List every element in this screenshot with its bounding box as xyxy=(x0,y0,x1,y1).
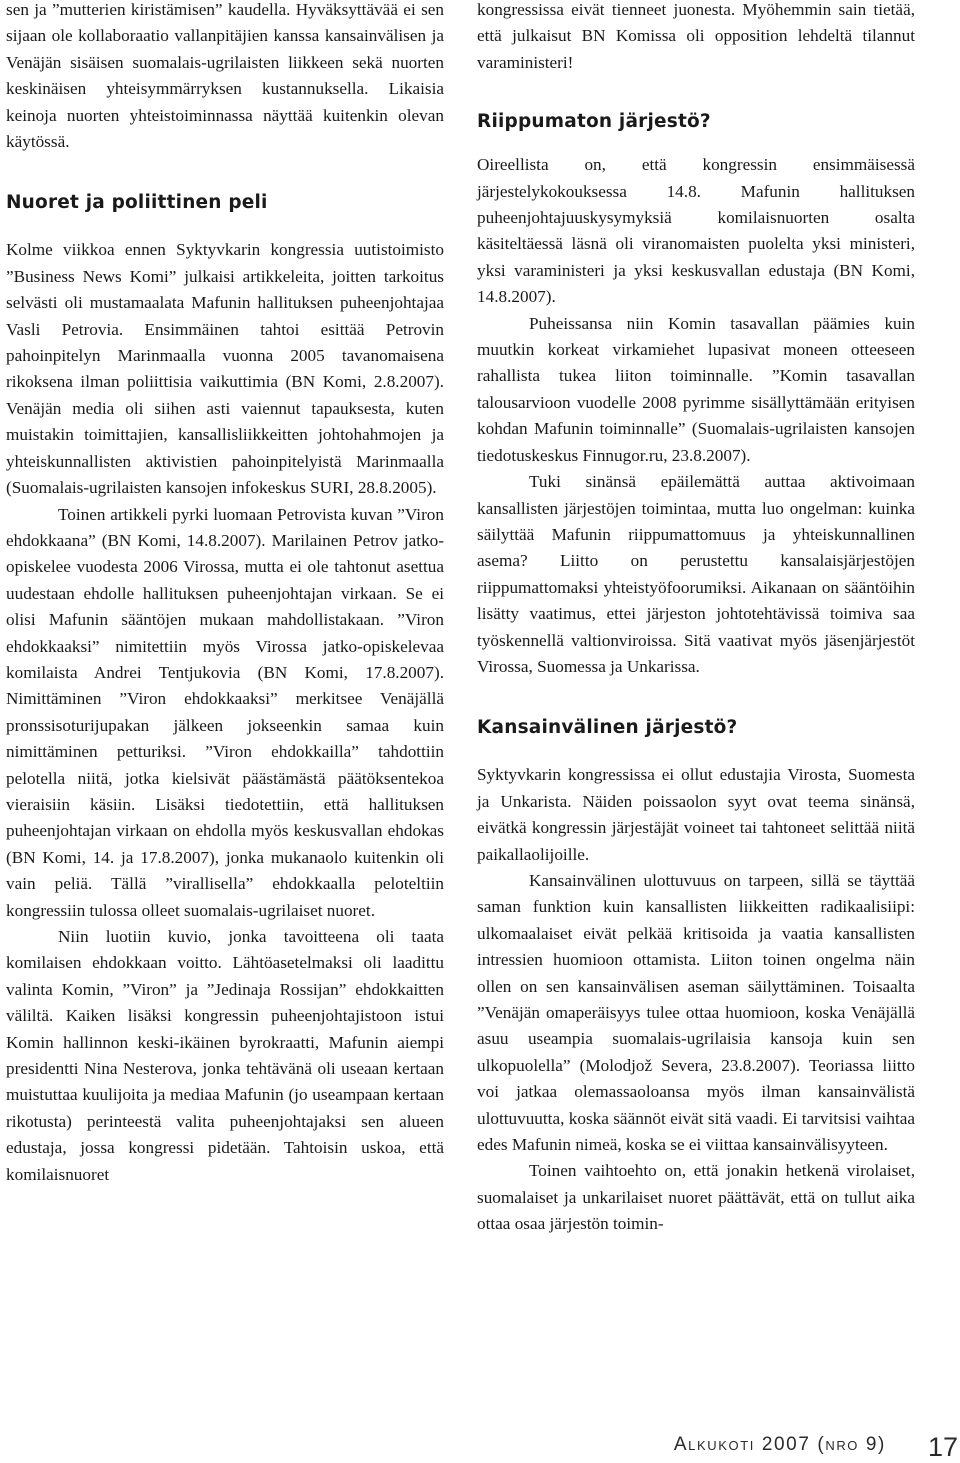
publication-label: Alkukoti 2007 (nro 9) xyxy=(673,1434,886,1455)
page-footer xyxy=(0,1432,960,1462)
paragraph: Tuki sinänsä epäilemättä auttaa aktivoimaan kansallisten järjestöjen toimintaa, mutta luo ongelman: kuinka säilyttää Mafunin riippumattomuus ja yhteiskunnallinen asema? Liitto on perustettu kansalaisjärjestöjen riippumattomaksi yhteistyöfoorumiksi. Aikanaan on sääntöihin lisätty vaatimus, ettei järjeston johtotehtävissä toimiva saa työskennellä valtionviroissa. Sitä vaativat myös jäsenjärjestöt Virossa, Suomessa ja Unkarissa. xyxy=(477,472,915,676)
section-heading: Nuoret ja poliittinen peli xyxy=(6,192,268,214)
paragraph: Oireellista on, että kongressin ensimmäisessä järjestelykokouksessa 14.8. Mafunin hallituksen puheenjohtajuuskysymyksiä komilaisnuorten osalta käsiteltäessä läsnä oli viranomaisten puolelta yksi ministeri, yksi varaministeri ja yksi keskusvallan edustaja (BN Komi, 14.8.2007). xyxy=(477,155,915,307)
left-column xyxy=(6,0,444,1188)
paragraph: Toinen vaihtoehto on, että jonakin hetkenä virolaiset, suomalaiset ja unkarilaiset nuoret päättävät, että on tullut aika ottaa osaa järjestön toimin- xyxy=(477,1161,915,1234)
paragraph: Niin luotiin kuvio, jonka tavoitteena oli taata komilaisen ehdokkaan voitto. Lähtöasetelmaksi oli laadittu valinta Komin, ”Viron” ja ”Jedinaja Rossijan” ehdokkaitten väliltä. Kaiken lisäksi kongressin puheenjohtajistoon istui Komin hallinnon keski-ikäinen byrokraatti, Mafunin aiempi presidentti Nina Nesterova, jonka tehtävänä oli useaan kertaan muistuttaa kuulijoita ja mediaa Mafunin (jo useampaan kertaan rikotusta) perinteestä valita puheenjohtajaksi sen alueen edustaja, jossa kongressi pidetään. Tahtoisin uskoa, että komilaisnuoret xyxy=(6,927,444,1184)
paragraph: Toinen artikkeli pyrki luomaan Petrovista kuvan ”Viron ehdokkaana” (BN Komi, 14.8.2007). Marilainen Petrov jatko-opiskelee vuodesta 2006 Virossa, mutta ei ole tahtonut asettua uudestaan ehdolle hallituksen puheenjohtajan virkaan. Se ei olisi Mafunin sääntöjen mukaan mahdollistakaan. ”Viron ehdokkaaksi” nimitettiin myös Virossa jatko-opiskelevaa komilaista Andrei Tentjukovia (BN Komi, 17.8.2007). Nimittäminen ”Viron ehdokkaaksi” merkitsee Venäjällä pronssisoturijupakan jälkeen jokseenkin samaa kuin nimittäminen petturiksi. ”Viron ehdokkailla” tahdottiin pelotella niitä, jotka kielsivät päästämästä päätöksentekoa vieraisiin käsiin. Lisäksi tiedotettiin, että hallituksen puheenjohtajan virkaan on ehdolla myös keskusvallan ehdokas (BN Komi, 14. ja 17.8.2007), jonka mukanaolo kuitenkin oli vain peliä. Tällä ”virallisella” ehdokkaalla peloteltiin kongressiin tulossa olleet suomalais-ugrilaiset nuoret. xyxy=(6,504,444,920)
section-heading: Kansainvälinen järjestö? xyxy=(477,717,738,739)
paragraph: Kolme viikkoa ennen Syktyvkarin kongressia uutistoimisto ”Business News Komi” julkaisi artikkeleita, joitten tarkoitus selvästi oli mustamaalata Mafunin hallituksen puheenjohtajaa Vasli Petrovia. Ensimmäinen tahtoi esittää Petrovin pahoinpitelyn Marinmaalla vuonna 2005 tavanomaisena rikoksena ilman poliittisia vaikuttimia (BN Komi, 2.8.2007). Venäjän media oli siihen asti vaiennut tapauksesta, kuten muistakin toimittajien, kansallisliikkeitten johtohahmojen ja yhteiskunnallisten aktivistien pahoinpitelyistä Marinmaalla (Suomalais-ugrilaisten kansojen infokeskus SURI, 28.8.2005). xyxy=(6,240,444,498)
paragraph: sen ja ”mutterien kiristämisen” kaudella. Hyväksyttävää ei sen sijaan ole kollaboraatio vallanpitäjien kanssa kansainvälisen ja Venäjän sisäisen suomalais-ugrilaisten liikkeen sekä nuorten keskinäisen yhteisymmärryksen kustannuksella. Likaisia keinoja nuorten yhteistoiminnassa näyttää kuitenkin olevan käytössä. xyxy=(6,0,444,152)
section-heading: Riippumaton järjestö? xyxy=(477,111,711,133)
page-number: 17 xyxy=(927,1432,958,1462)
paragraph: kongressissa eivät tienneet juonesta. Myöhemmin sain tietää, että julkaisut BN Komissa oli opposition lehdeltä tilannut varaministeri! xyxy=(477,0,915,72)
paragraph: Syktyvkarin kongressissa ei ollut edustajia Virosta, Suomesta ja Unkarista. Näiden poissaolon syyt ovat teema sinänsä, eivätkä kongressin järjestäjät voineet tai tahtoneet selittää niitä paikallaolijoille. xyxy=(477,765,915,864)
paragraph: Puheissansa niin Komin tasavallan päämies kuin muutkin korkeat virkamiehet lupasivat moneen otteeseen rahallista tukea liiton toiminnalle. ”Komin tasavallan talousarvioon vuodelle 2008 pyrimme sisällyttämään erityisen kohdan Mafunin toiminnalle” (Suomalais-ugrilaisten kansojen tiedotuskeskus Finnugor.ru, 23.8.2007). xyxy=(477,313,915,465)
paragraph: Kansainvälinen ulottuvuus on tarpeen, sillä se täyttää saman funktion kuin kansallisten liikkeitten radikaalisiipi: ulkomaalaiset eivät pelkää kritisoida ja vaatia kansallisten intressien huomioon ottamista. Liiton toinen ongelma näin ollen on sen kansainvälisen aseman säilyttäminen. Toisaalta ”Venäjän omaperäisyys tulee ottaa huomioon, koska Venäjällä asuu useampia suomalais-ugrilaisia kansoja kuin sen ulkopuolella” (Molodjož Severa, 23.8.2007). Teoriassa liitto voi jatkaa olemassaoloansa myös ilman kansainvälistä ulottuvuutta, koska säännöt eivät sitä vaadi. Ei tarvitsisi vaihtaa edes Mafunin nimeä, koska se ei viittaa kansainvälisyyteen. xyxy=(477,870,915,1155)
right-column xyxy=(477,0,915,1238)
